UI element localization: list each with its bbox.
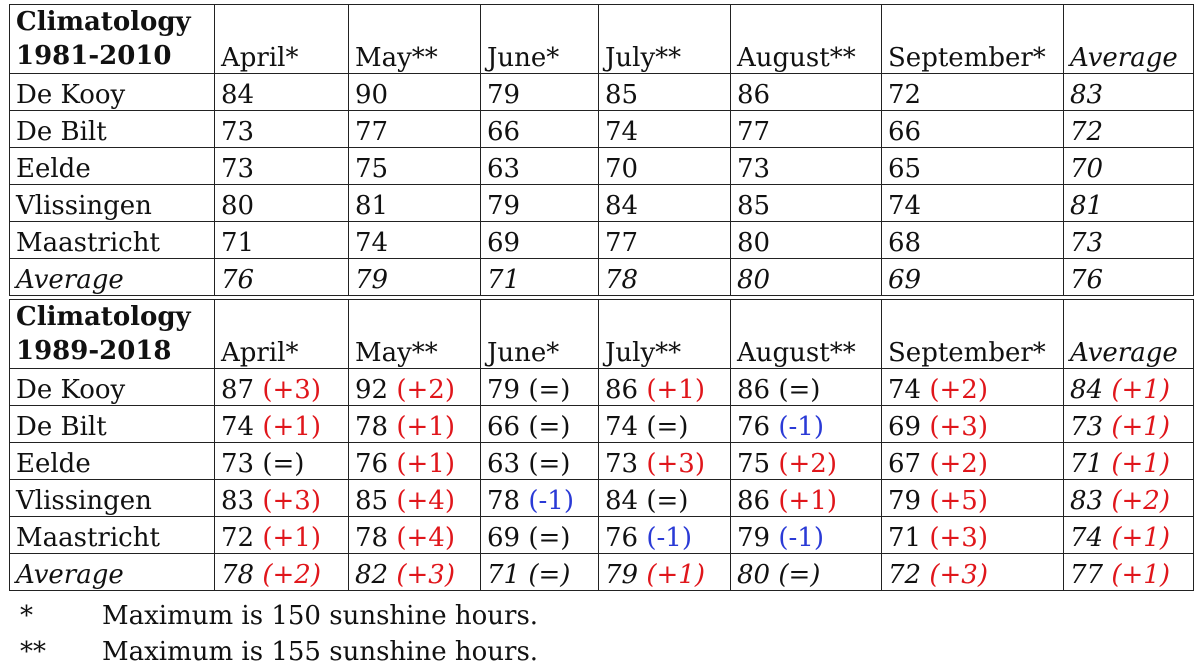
- cell-value: 76: [605, 523, 639, 553]
- cell-value: 76: [215, 259, 349, 296]
- cell-value: 67: [888, 449, 922, 479]
- cell-delta: (+3): [929, 412, 988, 442]
- cell: [481, 406, 599, 443]
- cell-delta: (+1): [1111, 375, 1170, 405]
- cell: [731, 369, 882, 406]
- cell-delta: (+4): [396, 486, 455, 516]
- table2-header-may: May**: [349, 300, 481, 369]
- cell-value: 84: [605, 486, 639, 516]
- cell: [215, 480, 349, 517]
- cell-value: 63: [487, 449, 521, 479]
- cell-value: 90: [349, 74, 481, 111]
- cell: [481, 554, 599, 591]
- cell-delta: (+1): [396, 412, 455, 442]
- cell-value: 74: [882, 185, 1064, 222]
- cell-value: 63: [481, 148, 599, 185]
- cell: [215, 517, 349, 554]
- cell: [481, 443, 599, 480]
- cell-value: 74: [349, 222, 481, 259]
- sunshine-table: [9, 4, 1194, 591]
- cell-value: 78: [221, 560, 255, 590]
- cell: [481, 517, 599, 554]
- cell-value: 66: [882, 111, 1064, 148]
- table1-header-august: August**: [731, 5, 882, 74]
- table2-row: [10, 406, 1194, 443]
- cell: [215, 406, 349, 443]
- table2-header-april: April*: [215, 300, 349, 369]
- cell-value: 76: [737, 412, 771, 442]
- cell: [599, 517, 731, 554]
- cell-value: 69: [487, 523, 521, 553]
- table2-header-july: July**: [599, 300, 731, 369]
- table2-title-line2: 1989-2018: [16, 336, 172, 366]
- cell-delta: (=): [528, 560, 571, 590]
- cell: [349, 369, 481, 406]
- cell-delta: (+3): [262, 375, 321, 405]
- cell-value: 83: [221, 486, 255, 516]
- station-name: De Kooy: [10, 369, 215, 406]
- cell-value: 69: [882, 259, 1064, 296]
- cell: [349, 443, 481, 480]
- cell-value: 79: [349, 259, 481, 296]
- cell-delta: (=): [646, 412, 689, 442]
- cell-value: 83: [1070, 486, 1104, 516]
- cell-delta: (+5): [929, 486, 988, 516]
- cell: [882, 480, 1064, 517]
- footnote-mark: *: [20, 601, 33, 631]
- footnotes: [20, 598, 538, 670]
- cell-average: [1064, 480, 1194, 517]
- cell-value: 73: [215, 111, 349, 148]
- table1-row: [10, 74, 1194, 111]
- table1-row: [10, 148, 1194, 185]
- cell-delta: (=): [528, 449, 571, 479]
- cell: [349, 480, 481, 517]
- cell-value: 79: [481, 185, 599, 222]
- station-name: Vlissingen: [10, 480, 215, 517]
- average-label: Average: [10, 259, 215, 296]
- cell-value: 74: [888, 375, 922, 405]
- station-name: De Bilt: [10, 111, 215, 148]
- cell-value: 77: [1070, 560, 1104, 590]
- cell-delta: (=): [528, 523, 571, 553]
- table2-title-line1: Climatology: [16, 302, 191, 332]
- cell: [731, 443, 882, 480]
- table2-row: [10, 443, 1194, 480]
- cell-value: 78: [487, 486, 521, 516]
- cell: [599, 443, 731, 480]
- cell-delta: (+1): [1111, 449, 1170, 479]
- cell-average: [1064, 369, 1194, 406]
- cell-value: 84: [1070, 375, 1104, 405]
- cell-average: [1064, 443, 1194, 480]
- cell-value: 66: [487, 412, 521, 442]
- cell-value: 84: [215, 74, 349, 111]
- cell-value: 80: [731, 259, 882, 296]
- cell-value: 86: [605, 375, 639, 405]
- cell-value: 71: [1070, 449, 1104, 479]
- cell-delta: (+2): [1111, 486, 1170, 516]
- table2-header-august: August**: [731, 300, 882, 369]
- cell-delta: (+1): [1111, 412, 1170, 442]
- cell-delta: (+1): [262, 412, 321, 442]
- cell-delta: (+1): [396, 449, 455, 479]
- cell-delta: (+1): [1111, 560, 1170, 590]
- cell-value: 73: [731, 148, 882, 185]
- cell-value: 73: [221, 449, 255, 479]
- cell: [882, 517, 1064, 554]
- cell: [599, 406, 731, 443]
- cell-value: 72: [882, 74, 1064, 111]
- cell-value: 69: [888, 412, 922, 442]
- cell-value: 74: [1070, 523, 1104, 553]
- cell-value: 92: [355, 375, 389, 405]
- cell-delta: (+1): [778, 486, 837, 516]
- cell-average: 70: [1064, 148, 1194, 185]
- cell: [215, 554, 349, 591]
- cell-delta: (=): [262, 449, 305, 479]
- cell-delta: (+1): [646, 560, 705, 590]
- cell-value: 77: [731, 111, 882, 148]
- cell-value: 79: [487, 375, 521, 405]
- cell-value: 78: [599, 259, 731, 296]
- table1-average-row: [10, 259, 1194, 296]
- cell: [731, 406, 882, 443]
- table2-header-june: June*: [481, 300, 599, 369]
- cell-value: 85: [355, 486, 389, 516]
- cell-value: 69: [481, 222, 599, 259]
- cell-value: 72: [888, 560, 922, 590]
- cell-delta: (=): [528, 412, 571, 442]
- cell: [731, 480, 882, 517]
- cell-delta: (+2): [929, 375, 988, 405]
- cell-delta: (+1): [1111, 523, 1170, 553]
- cell-average: 81: [1064, 185, 1194, 222]
- cell-delta: (+3): [646, 449, 705, 479]
- cell-value: 80: [215, 185, 349, 222]
- cell-value: 71: [481, 259, 599, 296]
- cell: [731, 517, 882, 554]
- cell-value: 86: [731, 74, 882, 111]
- cell-delta: (+3): [929, 560, 988, 590]
- cell-value: 65: [882, 148, 1064, 185]
- cell-average: 73: [1064, 222, 1194, 259]
- cell: [481, 480, 599, 517]
- cell-value: 80: [731, 222, 882, 259]
- cell-average: [1064, 517, 1194, 554]
- cell-delta: (+4): [396, 523, 455, 553]
- cell-delta: (+3): [929, 523, 988, 553]
- cell-value: 73: [605, 449, 639, 479]
- table2-row: [10, 517, 1194, 554]
- cell-value: 75: [349, 148, 481, 185]
- cell: [882, 443, 1064, 480]
- average-label: Average: [10, 554, 215, 591]
- cell-value: 80: [737, 560, 771, 590]
- cell: [731, 554, 882, 591]
- footnote-text: Maximum is 155 sunshine hours.: [102, 637, 539, 667]
- cell-value: 79: [737, 523, 771, 553]
- table1-title-line1: Climatology: [16, 7, 191, 37]
- table1-row: [10, 222, 1194, 259]
- cell: [481, 369, 599, 406]
- station-name: De Bilt: [10, 406, 215, 443]
- cell-value: 73: [1070, 412, 1104, 442]
- station-name: Vlissingen: [10, 185, 215, 222]
- cell-value: 77: [349, 111, 481, 148]
- cell: [349, 554, 481, 591]
- cell-delta: (=): [778, 375, 821, 405]
- cell: [882, 406, 1064, 443]
- table2-row: [10, 369, 1194, 406]
- station-name: Eelde: [10, 443, 215, 480]
- cell-value: 77: [599, 222, 731, 259]
- cell-value: 79: [888, 486, 922, 516]
- cell-value: 81: [349, 185, 481, 222]
- table2-header-average: Average: [1064, 300, 1194, 369]
- cell-delta: (+2): [396, 375, 455, 405]
- cell-value: 71: [888, 523, 922, 553]
- cell-value: 86: [737, 375, 771, 405]
- cell-average: 83: [1064, 74, 1194, 111]
- footnote-mark: **: [20, 637, 46, 667]
- cell: [599, 554, 731, 591]
- cell-value: 84: [599, 185, 731, 222]
- cell-value: 87: [221, 375, 255, 405]
- cell-value: 75: [737, 449, 771, 479]
- cell: [882, 369, 1064, 406]
- table2-title: [10, 300, 215, 369]
- table1-row: [10, 185, 1194, 222]
- cell-value: 70: [599, 148, 731, 185]
- cell-value: 78: [355, 412, 389, 442]
- cell: [215, 443, 349, 480]
- cell-delta: (+3): [396, 560, 455, 590]
- cell: [599, 480, 731, 517]
- table1-row: [10, 111, 1194, 148]
- table2-row: [10, 480, 1194, 517]
- cell-value: 71: [215, 222, 349, 259]
- table1-header-september: September*: [882, 5, 1064, 74]
- table1-title-line2: 1981-2010: [16, 41, 172, 71]
- cell: [215, 369, 349, 406]
- cell-delta: (+2): [262, 560, 321, 590]
- table1-header-july: July**: [599, 5, 731, 74]
- cell-delta: (+2): [929, 449, 988, 479]
- cell-delta: (-1): [778, 412, 824, 442]
- table1-header-average: Average: [1064, 5, 1194, 74]
- cell-value: 78: [355, 523, 389, 553]
- cell-delta: (+2): [778, 449, 837, 479]
- cell-delta: (-1): [646, 523, 692, 553]
- cell-value: 85: [731, 185, 882, 222]
- table1-title: [10, 5, 215, 74]
- cell-average: [1064, 554, 1194, 591]
- footnote-text: Maximum is 150 sunshine hours.: [102, 601, 539, 631]
- cell-delta: (+1): [646, 375, 705, 405]
- cell: [349, 517, 481, 554]
- station-name: Maastricht: [10, 222, 215, 259]
- cell: [882, 554, 1064, 591]
- table1-header-may: May**: [349, 5, 481, 74]
- cell-delta: (=): [646, 486, 689, 516]
- cell: [349, 406, 481, 443]
- cell-average: 76: [1064, 259, 1194, 296]
- station-name: Maastricht: [10, 517, 215, 554]
- cell-value: 73: [215, 148, 349, 185]
- cell-value: 85: [599, 74, 731, 111]
- cell: [599, 369, 731, 406]
- cell-value: 76: [355, 449, 389, 479]
- station-name: Eelde: [10, 148, 215, 185]
- cell-value: 74: [221, 412, 255, 442]
- cell-value: 74: [605, 412, 639, 442]
- cell-value: 86: [737, 486, 771, 516]
- cell-delta: (-1): [528, 486, 574, 516]
- cell-delta: (=): [528, 375, 571, 405]
- table2-average-row: [10, 554, 1194, 591]
- cell-delta: (=): [778, 560, 821, 590]
- cell-value: 72: [221, 523, 255, 553]
- cell-value: 66: [481, 111, 599, 148]
- footnote: [20, 598, 538, 634]
- table1-header-june: June*: [481, 5, 599, 74]
- footnote: [20, 634, 538, 670]
- cell-value: 82: [355, 560, 389, 590]
- table2-header-september: September*: [882, 300, 1064, 369]
- table1-header-april: April*: [215, 5, 349, 74]
- cell-value: 71: [487, 560, 521, 590]
- cell-average: 72: [1064, 111, 1194, 148]
- cell-delta: (-1): [778, 523, 824, 553]
- cell-value: 79: [481, 74, 599, 111]
- cell-value: 74: [599, 111, 731, 148]
- cell-value: 68: [882, 222, 1064, 259]
- cell-average: [1064, 406, 1194, 443]
- cell-value: 79: [605, 560, 639, 590]
- cell-delta: (+3): [262, 486, 321, 516]
- station-name: De Kooy: [10, 74, 215, 111]
- cell-delta: (+1): [262, 523, 321, 553]
